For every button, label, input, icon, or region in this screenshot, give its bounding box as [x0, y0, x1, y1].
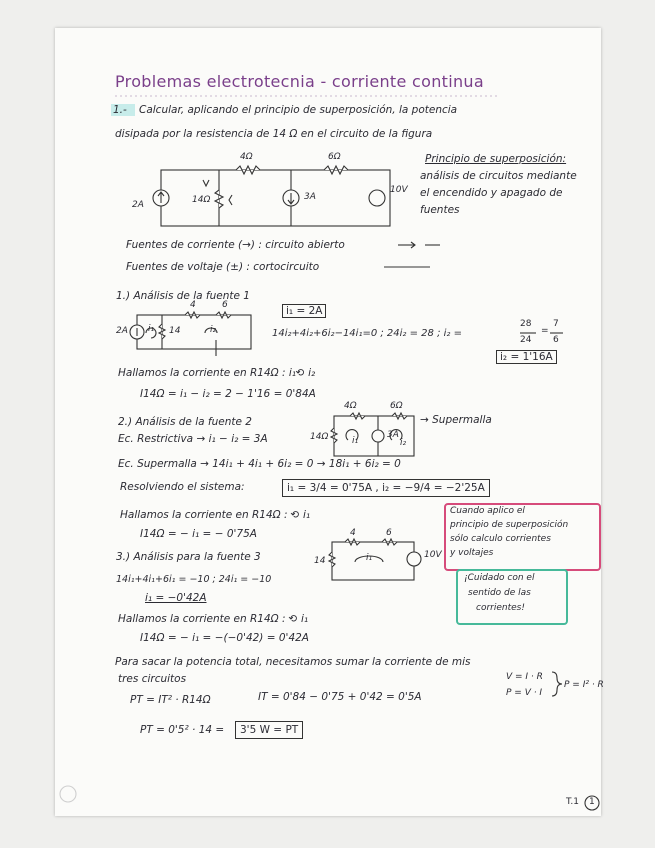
pt-formula: PT = IT² · R14Ω — [130, 694, 211, 706]
section2-title: 2.) Análisis de la fuente 2 — [118, 416, 252, 428]
section3-current: Hallamos la corriente en R14Ω : ⟲ i₁ — [118, 613, 309, 625]
total-text-1: Para sacar la potencia total, necesitamos sumar la corriente de mis — [115, 656, 471, 668]
formula-brace — [552, 672, 562, 696]
frac1-den: 24 — [520, 335, 532, 345]
section1-title: 1.) Análisis de la fuente 1 — [116, 290, 250, 302]
statement-line-2: disipada por la resistencia de 14 Ω en el circuito de la figura — [115, 128, 433, 140]
page-label: T.1 — [566, 797, 580, 807]
note-line-3: fuentes — [420, 204, 460, 216]
section2-calc: I14Ω = − i₁ = − 0'75A — [140, 528, 257, 540]
c3-r4: 4 — [350, 528, 356, 538]
green-note-2: sentido de las — [468, 588, 531, 598]
voltage-source-10v — [369, 190, 385, 206]
section3-result: i₁ = −0'42A — [145, 592, 207, 604]
resistor-6 — [324, 166, 348, 174]
circuit-source1 — [130, 312, 251, 356]
pt-calc: PT = 0'5² · 14 = — [140, 724, 225, 736]
c1-r4: 4 — [190, 300, 196, 310]
section2-supermesh: Ec. Supermalla → 14i₁ + 4i₁ + 6i₂ = 0 → 18i₁ + 6i₂ = 0 — [118, 458, 401, 470]
supermalla-label: → Supermalla — [420, 414, 492, 426]
section2-solution: i₁ = 3/4 = 0'75A , i₂ = −9/4 = −2'25A — [282, 479, 490, 497]
power-law: P = V · I — [506, 688, 543, 698]
resistor-14 — [215, 190, 223, 208]
section1-equation: 14i₂+4i₂+6i₂−14i₁=0 ; 24i₂ = 28 ; i₂ = — [272, 328, 462, 339]
c1-src: 2A — [116, 326, 128, 336]
section1-box: i₁ = 2A — [282, 304, 326, 318]
pink-note-4: y voltajes — [450, 548, 494, 558]
c2-i1: i₁ — [352, 436, 359, 446]
pt-result: 3'5 W = PT — [235, 721, 303, 739]
rule-current: Fuentes de corriente (→) : circuito abierto — [126, 239, 345, 251]
ohm-law: V = I · R — [506, 672, 543, 682]
circuit-source3 — [329, 539, 421, 580]
section2-solve-label: Resolviendo el sistema: — [120, 481, 245, 493]
note-line-2: el encendido y apagado de — [420, 187, 563, 199]
total-text-2: tres circuitos — [118, 673, 187, 685]
page-number: 1 — [589, 797, 595, 807]
watermark-circle — [60, 786, 76, 802]
rule-voltage: Fuentes de voltaje (±) : cortocircuito — [126, 261, 320, 273]
section2-current: Hallamos la corriente en R14Ω : ⟲ i₁ — [120, 509, 311, 521]
section1-current: Hallamos la corriente en R14Ω : i₁⟲ i₂ — [118, 367, 316, 379]
green-note-3: corrientes! — [476, 603, 525, 613]
label-3a: 3A — [304, 192, 316, 202]
problem-number: 1.- — [113, 104, 127, 116]
note-title: Principio de superposición: — [425, 153, 567, 165]
c2-r6: 6Ω — [390, 401, 403, 411]
it-formula: IT = 0'84 − 0'75 + 0'42 = 0'5A — [258, 691, 422, 703]
note-line-1: análisis de circuitos mediante — [420, 170, 577, 182]
main-circuit — [153, 166, 390, 226]
section1-calc: I14Ω = i₁ − i₂ = 2 − 1'16 = 0'84A — [140, 388, 316, 400]
section3-calc: I14Ω = − i₁ = −(−0'42) = 0'42A — [140, 632, 309, 644]
page-title: Problemas electrotecnia - corriente continua — [115, 72, 484, 91]
c3-r14: 14 — [314, 556, 326, 566]
pink-note-1: Cuando aplico el — [450, 506, 525, 516]
label-r6: 6Ω — [328, 152, 341, 162]
section3-title: 3.) Análisis para la fuente 3 — [116, 551, 261, 563]
c2-r4: 4Ω — [344, 401, 357, 411]
statement-line-1: Calcular, aplicando el principio de superposición, la potencia — [139, 104, 458, 116]
c2-i2: i₂ — [400, 438, 407, 448]
circuit-source2 — [331, 413, 414, 456]
power-result-formula: P = I² · R — [564, 680, 604, 690]
frac2-den: 6 — [553, 335, 559, 345]
c1-i1: i₁ — [148, 324, 155, 334]
section3-equation: 14i₁+4i₁+6i₁ = −10 ; 24i₁ = −10 — [116, 574, 272, 585]
c3-10v: 10V — [424, 550, 442, 560]
green-note-1: ¡Cuidado con el — [464, 573, 535, 583]
label-10v: 10V — [390, 185, 408, 195]
rule-arrows — [384, 242, 440, 267]
c3-r6: 6 — [386, 528, 392, 538]
c3-i1: i₁ — [366, 553, 373, 563]
c1-i2: i₂ — [210, 325, 217, 335]
pink-note-3: sólo calculo corrientes — [450, 534, 551, 544]
label-2a: 2A — [132, 200, 144, 210]
resistor-4 — [236, 166, 260, 174]
c2-r14: 14Ω — [310, 432, 329, 442]
section1-result: i₂ = 1'16A — [496, 350, 557, 364]
section2-restrictive: Ec. Restrictiva → i₁ − i₂ = 3A — [118, 433, 268, 445]
pink-note-2: principio de superposición — [450, 520, 569, 530]
frac-equals: = — [541, 326, 549, 336]
c1-r14: 14 — [169, 326, 181, 336]
label-r14: 14Ω — [192, 195, 211, 205]
frac1-num: 28 — [520, 319, 532, 329]
c2-3a: 3A — [387, 430, 399, 440]
frac2-num: 7 — [553, 319, 559, 329]
c1-r6: 6 — [222, 300, 228, 310]
label-r4: 4Ω — [240, 152, 253, 162]
